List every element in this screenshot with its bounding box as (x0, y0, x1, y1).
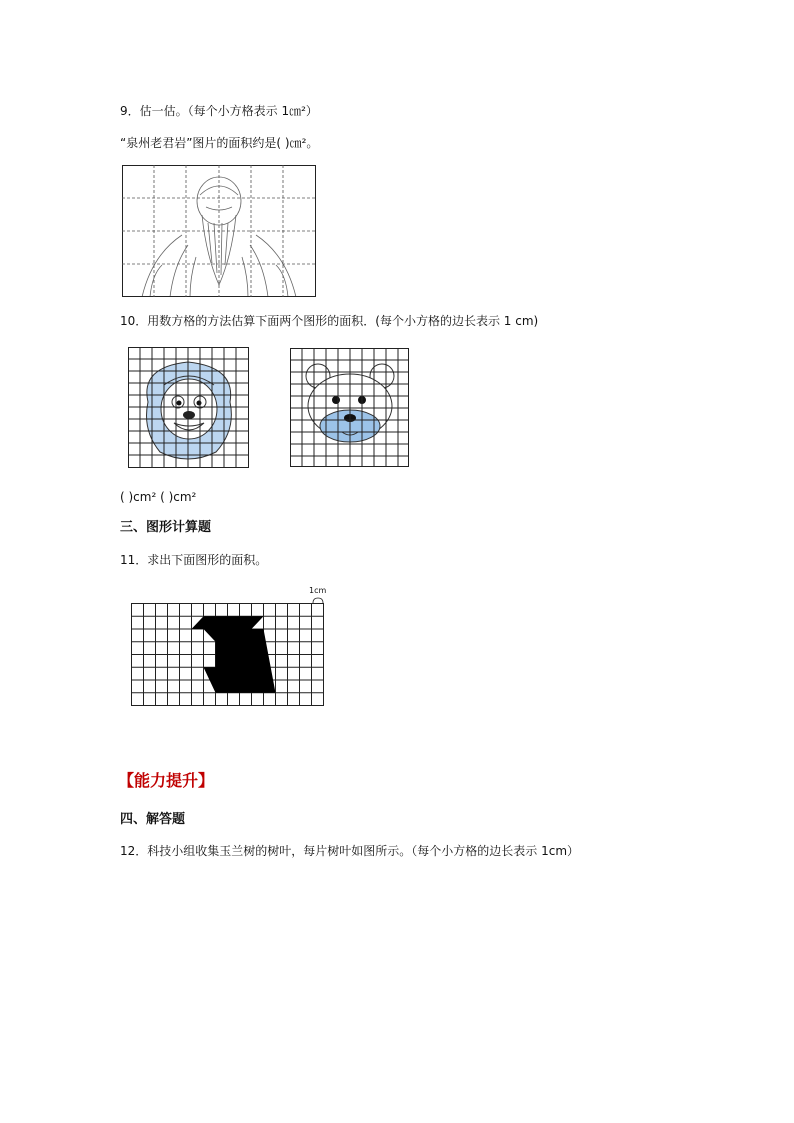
q9-prompt: “泉州老君岩”图片的面积约是( )㎝²。 (120, 136, 319, 150)
section3-heading: 三、图形计算题 (120, 520, 212, 535)
q11-title: 11．求出下面图形的面积。 (120, 553, 268, 567)
bear-grid-figure (290, 348, 410, 468)
laojunyan-grid-figure (122, 165, 316, 297)
scale-label: 1cm (309, 586, 327, 595)
scale-bracket (313, 598, 323, 603)
q12-title: 12．科技小组收集玉兰树的树叶，每片树叶如图所示。（每个小方格的边长表示 1cm） (120, 844, 580, 858)
section4-heading: 四、解答题 (120, 812, 186, 827)
lion-face-drawing (147, 362, 232, 459)
lion-grid-figure (128, 347, 250, 469)
q10-answer-blanks: ( )cm² ( )cm² (120, 490, 197, 504)
q11-grid-figure (130, 594, 326, 708)
q9-title: 9．估一估。（每个小方格表示 1㎝²） (120, 104, 318, 118)
q10-title: 10．用数方格的方法估算下面两个图形的面积．(每个小方格的边长表示 1 cm) (120, 314, 539, 328)
ability-heading: 【能力提升】 (118, 771, 215, 790)
